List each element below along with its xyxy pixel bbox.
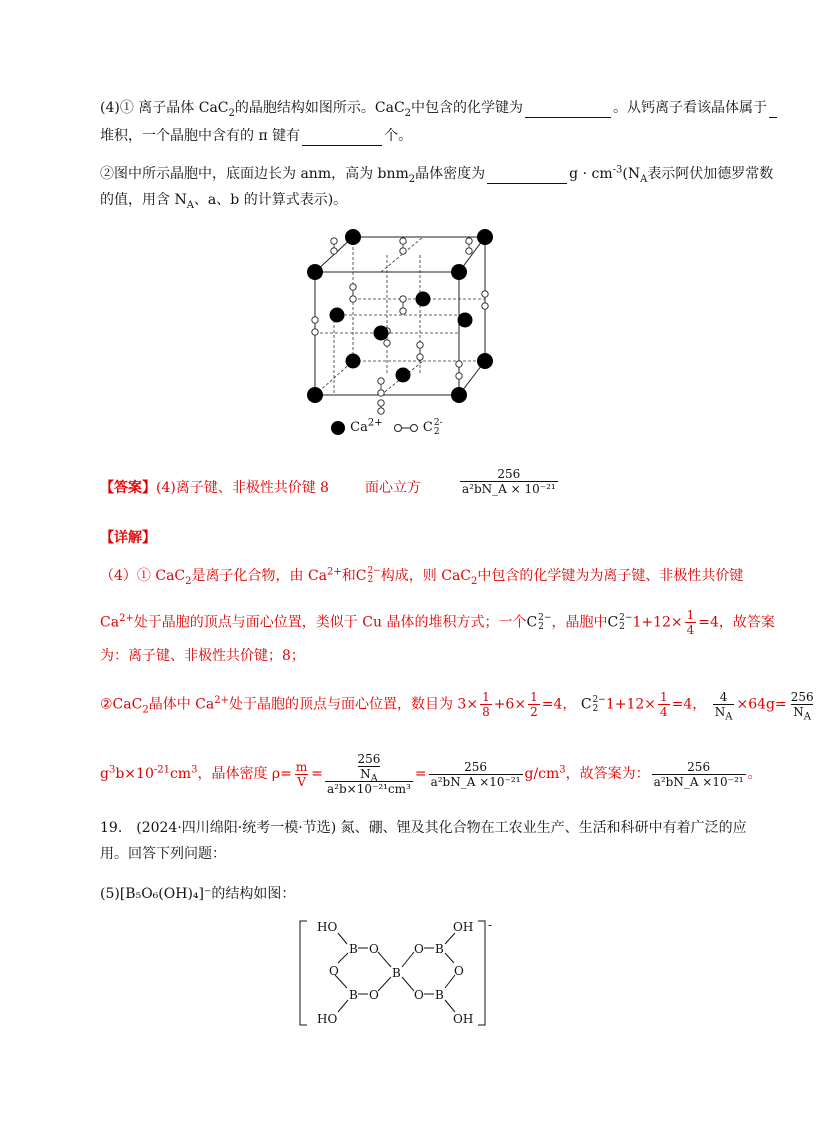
svg-text:B: B xyxy=(435,942,444,956)
answer-blank-3[interactable] xyxy=(302,130,382,146)
detail-line-4: ②CaC$_2$晶体中 $Ca^{2+}$处于晶胞的顶点与面心位置，数目为 3× $\frac{1}{8}$ +6× $\frac{1}{2}$ =4， C 2− 2 1+12× $\frac{1}{4}$ =4， $\frac{4}{N_A}$ ×64g= $\frac{256}{N_A}$ xyxy=(100,690,814,723)
svg-text:O: O xyxy=(369,942,379,956)
svg-text:O: O xyxy=(414,942,424,956)
svg-text:O: O xyxy=(369,988,379,1002)
q19-line-2: 用。回答下列问题： xyxy=(100,846,226,862)
central-boron: B xyxy=(392,966,401,980)
answer-blank-2[interactable] xyxy=(769,102,777,118)
q4-line-1: (4)① 离子晶体 CaC$_2$的晶胞结构如图所示。CaC$_2$中包含的化学键为 。从钙离子看该晶体属于 xyxy=(100,98,779,118)
crystal-cell-figure xyxy=(295,225,505,445)
q19-line-1: 19. (2024·四川绵阳·统考一模·节选) 氮、硼、锂及其化合物在工农业生产、生活和科研中有着广泛的应 xyxy=(100,820,747,836)
svg-text:HO: HO xyxy=(317,920,338,934)
boron-atom: B xyxy=(349,942,358,956)
detail-line-2: $Ca^{2+}$处于晶胞的顶点与面心位置，类似于 Cu 晶体的堆积方式；一个C 2− 2 ，晶胞中C 2− 2 1+12× $\frac{1}{4}$ =4，故答案 xyxy=(100,608,775,637)
detail-line-3: 为：离子键、非极性共价键；8； xyxy=(100,648,305,664)
svg-text:OH: OH xyxy=(453,920,474,934)
c2-legend-icon xyxy=(393,420,419,436)
answer-value-2: 面心立方 xyxy=(365,480,421,496)
svg-text:OH: OH xyxy=(453,1012,474,1026)
svg-text:B: B xyxy=(435,988,444,1002)
answer-blank-1[interactable] xyxy=(525,102,611,118)
q4-line-4: 的值，用含 $N_A$、a、b 的计算式表示)。 xyxy=(100,192,348,211)
answer-value-1: 8 xyxy=(320,480,329,496)
q19-line-3: (5)[B₅O₆(OH)₄]⁻的结构如图： xyxy=(100,886,296,902)
ca-legend-icon xyxy=(330,420,346,436)
svg-text:O: O xyxy=(454,964,464,978)
detail-line-5: $g^3b\times 10^{-21}cm^3$，晶体密度 ρ= $\frac{m}{V}$ = $\frac{\frac{256}{N_A}}{\text{a²b×10⁻²¹cm³}}$ = $\frac{256}{\text{a²bN\_A ×10⁻²¹}}$ $g/cm^3$，故答案为： $\frac{256}{\text{a²bN\_A ×10⁻²¹}}$ 。 xyxy=(100,752,762,796)
answer-blank-4[interactable] xyxy=(487,168,567,184)
figure1-legend: $Ca^{2+}$ C 2- 2 xyxy=(330,418,443,438)
structure-charge: - xyxy=(488,918,493,932)
svg-text:B: B xyxy=(349,988,358,1002)
detail-line-1: （4）① CaC$_2$是离子化合物，由 $Ca^{2+}$和C 2− 2 构成，则 CaC$_2$中包含的化学键为为离子键、非极性共价键 xyxy=(100,566,744,587)
svg-text:O: O xyxy=(329,964,339,978)
svg-text:O: O xyxy=(414,988,424,1002)
detail-tag: 【详解】 xyxy=(100,530,156,546)
q4-line-2: 堆积，一个晶胞中含有的 π 键有 个。 xyxy=(100,128,413,144)
answer-line: 【答案】(4)离子键、非极性共价键 xyxy=(100,480,316,496)
answer-fraction: $\frac{256}{\text{a²bN\_A × 10⁻²¹}}$ xyxy=(462,467,556,496)
q4-line-3: ②图中所示晶胞中，底面边长为 anm，高为 bnm$_2$晶体密度为 $g \cdot cm^{-3}(N_A$表示阿伏加德罗常数 xyxy=(100,164,774,185)
borate-structure-figure xyxy=(295,915,515,1033)
svg-text:HO: HO xyxy=(317,1012,338,1026)
